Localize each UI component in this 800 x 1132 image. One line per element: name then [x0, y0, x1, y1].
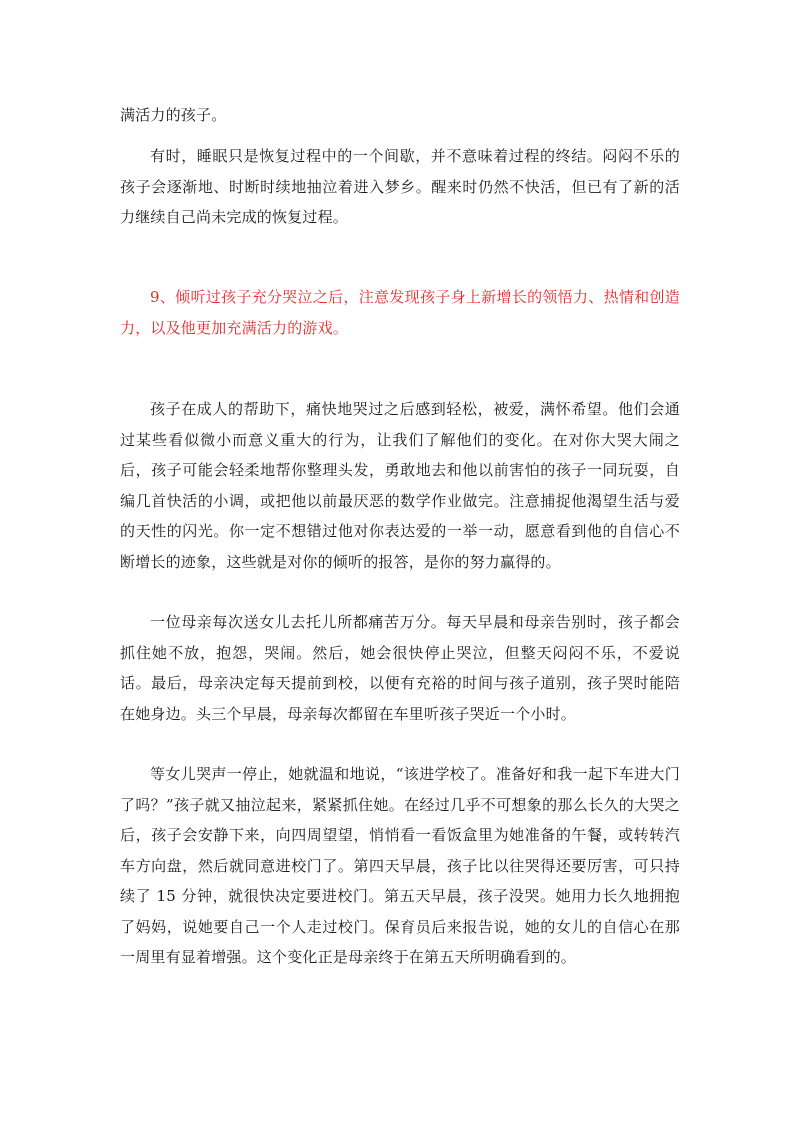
fifth-day-paragraph: 等女儿哭声一停止，她就温和地说，“该进学校了。准备好和我一起下车进大门了吗？”孩子就又抽泣起来，紧紧抓住她。在经过几乎不可想象的那么长久的大哭之后，孩子会安静下来，向四周望望，悄悄看一看饭盒里为她准备的午餐，或转转汽车方向盘，然后就同意进校门了。第四天早晨，孩子比以往哭得还要厉害，可只持续了 15 分钟，就很快决定要进校门。第五天早晨，孩子没哭。她用力长久地拥抱了妈妈，说她要自己一个人走过校门。保育员后来报告说，她的女儿的自信心在那一周里有显着增强。这个变化正是母亲终于在第五天所明确看到的。: [120, 765, 680, 966]
continuation-paragraph: 满活力的孩子。: [120, 106, 227, 124]
sleep-recovery-paragraph: 有时，睡眠只是恢复过程中的一个间歇，并不意味着过程的终结。闷闷不乐的孩子会逐渐地、时断时续地抽泣着进入梦乡。醒来时仍然不快活，但已有了新的活力继续自己尚未完成的恢复过程。: [120, 147, 680, 226]
child-relief-paragraph: 孩子在成人的帮助下，痛快地哭过之后感到轻松，被爱，满怀希望。他们会通过某些看似微小而意义重大的行为，让我们了解他们的变化。在对你大哭大闹之后，孩子可能会轻柔地帮你整理头发，勇敢地去和他以前害怕的孩子一同玩耍，自编几首快活的小调，或把他以前最厌恶的数学作业做完。注意捕捉他渴望生活与爱的天性的闪光。你一定不想错过他对你表达爱的一举一动，愿意看到他的自信心不断增长的迹象，这些就是对你的倾听的报答，是你的努力赢得的。: [120, 400, 680, 571]
mother-example-paragraph: 一位母亲每次送女儿去托儿所都痛苦万分。每天早晨和母亲告别时，孩子都会抓住她不放，抱怨，哭闹。然后，她会很快停止哭泣，但整天闷闷不乐，不爱说话。最后，母亲决定每天提前到校，以便有充裕的时间与孩子道别，孩子哭时能陪在她身边。头三个早晨，母亲每次都留在车里听孩子哭近一个小时。: [120, 613, 680, 723]
section-9-heading: 9、倾听过孩子充分哭泣之后，注意发现孩子身上新增长的领悟力、热情和创造力，以及他更加充满活力的游戏。: [120, 288, 680, 337]
